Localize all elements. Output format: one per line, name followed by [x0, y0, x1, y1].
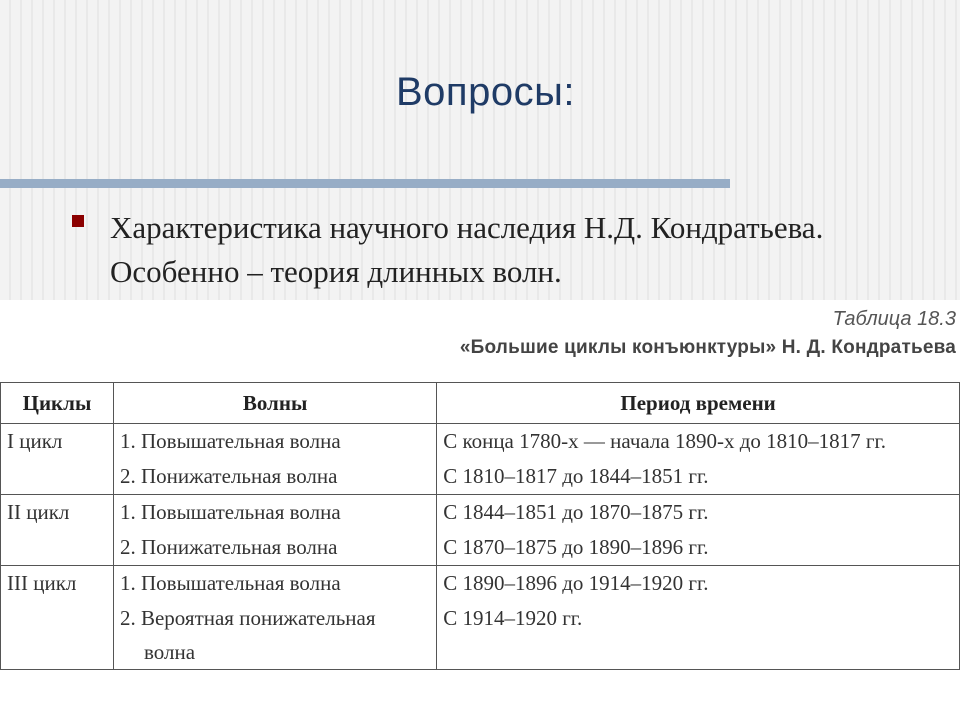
title-divider — [0, 179, 730, 188]
header-cycles: Циклы — [1, 383, 114, 424]
square-bullet-icon — [72, 215, 84, 227]
waves-cell — [113, 566, 436, 670]
period-item: С 1810–1817 до 1844–1851 гг. — [443, 464, 709, 488]
table-caption-title: «Большие циклы конъюнктуры» Н. Д. Кондратьева — [459, 337, 956, 358]
bullet-text: Характеристика научного наследия Н.Д. Кондратьева. Особенно – теория длинных волн. — [110, 210, 824, 289]
table-row — [1, 566, 960, 670]
wave-item-continuation: волна — [143, 640, 196, 664]
table-row — [1, 424, 960, 495]
cycle-cell — [1, 566, 114, 670]
cycle-cell — [1, 424, 114, 495]
kondratiev-cycles-table — [0, 382, 960, 670]
wave-item: 1. Повышательная волна — [119, 429, 341, 453]
period-item: С конца 1780-х — начала 1890-х до 1810–1817 гг. — [443, 429, 886, 453]
wave-item: 2. Понижательная волна — [119, 464, 338, 488]
wave-item: 1. Повышательная волна — [119, 571, 341, 595]
table-header-row — [1, 383, 960, 424]
table-caption-number: Таблица 18.3 — [832, 308, 956, 330]
period-item: С 1914–1920 гг. — [443, 606, 583, 630]
period-cell — [437, 424, 960, 495]
wave-item: 2. Понижательная волна — [119, 535, 338, 559]
table-figure — [0, 300, 960, 720]
period-item: С 1844–1851 до 1870–1875 гг. — [443, 500, 709, 524]
header-period: Период времени — [437, 383, 960, 424]
cycle-cell — [1, 495, 114, 566]
period-item: С 1890–1896 до 1914–1920 гг. — [443, 571, 709, 595]
wave-item: 2. Вероятная понижательная — [119, 606, 376, 630]
slide-title: Вопросы: — [396, 70, 575, 114]
period-cell — [437, 495, 960, 566]
cycle-label: III цикл — [7, 571, 77, 595]
bullet-item — [72, 206, 932, 294]
header-waves: Волны — [113, 383, 436, 424]
wave-item: 1. Повышательная волна — [119, 500, 341, 524]
waves-cell — [113, 495, 436, 566]
period-item: С 1870–1875 до 1890–1896 гг. — [443, 535, 709, 559]
cycle-label: II цикл — [7, 500, 70, 524]
table-row — [1, 495, 960, 566]
cycle-label: I цикл — [7, 429, 63, 453]
waves-cell — [113, 424, 436, 495]
period-cell — [437, 566, 960, 670]
